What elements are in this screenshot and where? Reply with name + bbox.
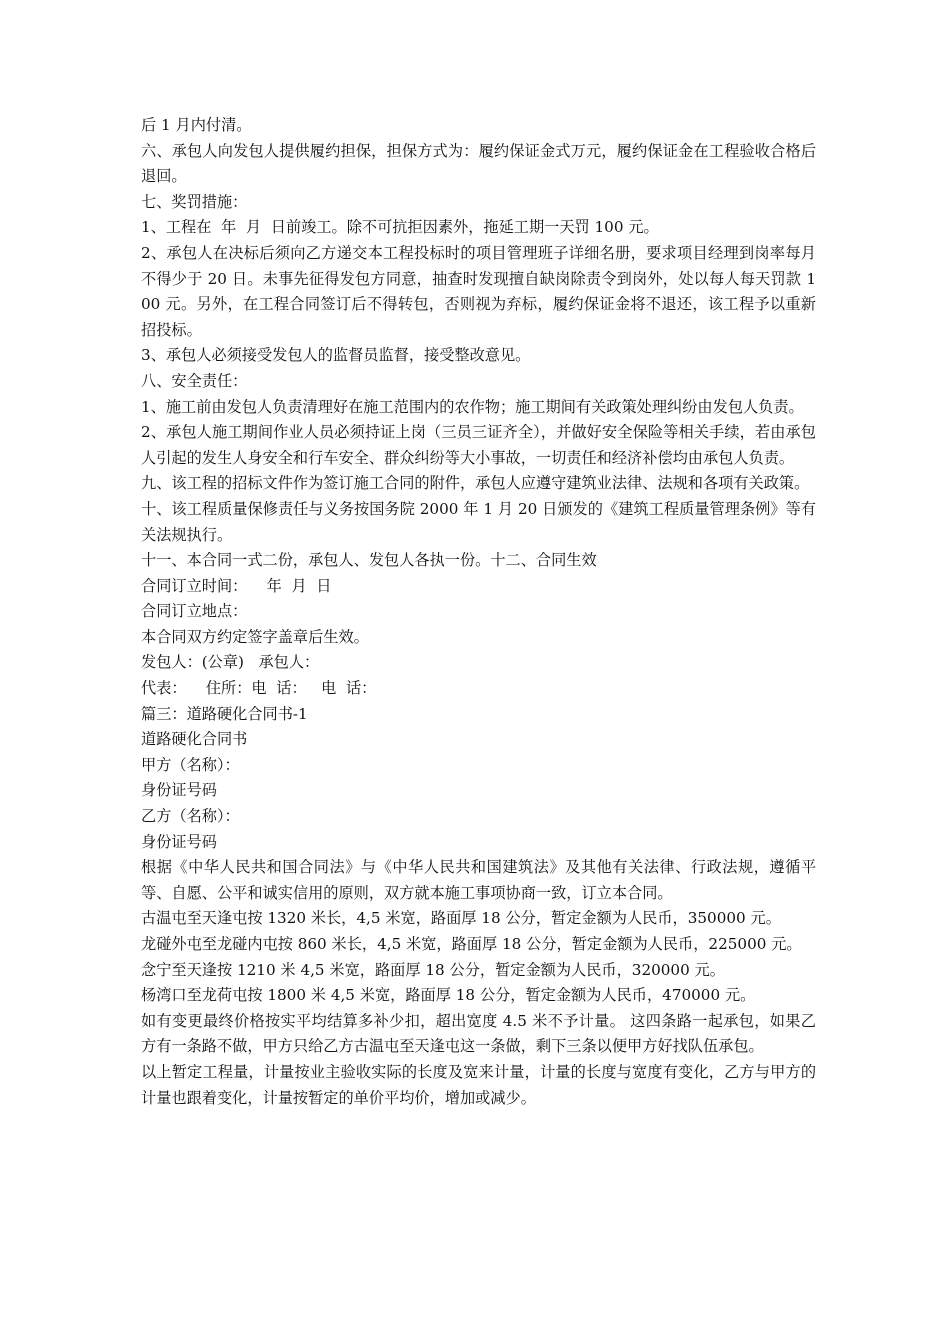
section-heading-part-three: 篇三：道路硬化合同书-1 xyxy=(141,704,308,723)
paragraph-signing-date: 合同订立时间： 年 月 日 xyxy=(141,576,332,595)
paragraph-payment-deadline: 后 1 月内付清。 xyxy=(141,116,252,134)
section-heading-rewards-penalties: 七、奖罚措施： xyxy=(141,192,248,211)
paragraph-measurement: 以上暂定工程量，计量按业主验收实际的长度及宽来计量，计量的长度与宽度有变化，乙方与甲方的计量也跟着变化，计量按暂定的单价平均价，增加或减少。 xyxy=(141,1062,816,1107)
paragraph-quality-warranty: 十、该工程质量保修责任与义务按国务院 2000 年 1 月 20 日颁发的《建筑工程质量管理条例》等有关法规执行。 xyxy=(141,499,816,544)
road-item-2: 龙碰外屯至龙碰内屯按 860 米长，4,5 米宽，路面厚 18 公分，暂定金额为人民币，225000 元。 xyxy=(141,935,802,953)
paragraph-performance-guarantee: 六、承包人向发包人提供履约担保，担保方式为：履约保证金式万元，履约保证金在工程验收合格后退回。 xyxy=(141,141,816,186)
paragraph-completion-deadline: 1、工程在 年 月 日前竣工。除不可抗拒因素外，拖延工期一天罚 100 元。 xyxy=(141,218,659,237)
party-b-id: 身份证号码 xyxy=(141,832,217,851)
paragraph-bidding-documents: 九、该工程的招标文件作为签订施工合同的附件，承包人应遵守建筑业法律、法规和各项有关政策。 xyxy=(141,474,810,493)
paragraph-project-team: 2、承包人在决标后须向乙方递交本工程投标时的项目管理班子详细名册，要求项目经理到岗率每月不得少于 20 日。未事先征得发包方同意，抽查时发现擅自缺岗除责令到岗外，处以每人每天罚款 100 元。另外，在工程合同签订后不得转包，否则视为弃标，履约保证金将不退还，该工程予以重新招投标。 xyxy=(141,243,816,339)
section-heading-safety: 八、安全责任： xyxy=(141,371,248,390)
paragraph-representatives: 代表： 住所：电 话： 电 话： xyxy=(141,679,377,698)
paragraph-copies-effect: 十一、本合同一式二份，承包人、发包人各执一份。十二、合同生效 xyxy=(141,551,597,570)
paragraph-signing-place: 合同订立地点： xyxy=(141,602,248,621)
paragraph-legal-basis: 根据《中华人民共和国合同法》与《中华人民共和国建筑法》及其他有关法律、行政法规，遵循平等、自愿、公平和诚实信用的原则，双方就本施工事项协商一致，订立本合同。 xyxy=(141,858,816,902)
road-item-4: 杨湾口至龙荷屯按 1800 米 4,5 米宽，路面厚 18 公分，暂定金额为人民币，470000 元。 xyxy=(141,986,756,1005)
party-b-name: 乙方（名称）： xyxy=(141,807,240,826)
paragraph-safety-liability: 2、承包人施工期间作业人员必须持证上岗（三员三证齐全），并做好安全保险等相关手续，若由承包人引起的发生人身安全和行车安全、群众纠纷等大小事故，一切责任和经济补偿均由承包人负责。 xyxy=(141,423,816,467)
paragraph-site-clearing: 1、施工前由发包人负责清理好在施工范围内的农作物；施工期间有关政策处理纠纷由发包人负责。 xyxy=(141,397,804,416)
contract-title: 道路硬化合同书 xyxy=(141,730,248,749)
party-a-name: 甲方（名称）： xyxy=(141,755,240,774)
paragraph-parties-seal: 发包人：(公章) 承包人： xyxy=(141,653,320,672)
paragraph-supervision: 3、承包人必须接受发包人的监督员监督，接受整改意见。 xyxy=(141,346,531,365)
paragraph-settlement: 如有变更最终价格按实平均结算多补少扣，超出宽度 4.5 米不予计量。 这四条路一起承包，如果乙方有一条路不做，甲方只给乙方古温屯至天逢屯这一条做，剩下三条以便甲方好找队伍承包。 xyxy=(141,1011,816,1056)
document-page xyxy=(141,113,816,1111)
party-a-id: 身份证号码 xyxy=(141,781,217,800)
road-item-1: 古温屯至天逢屯按 1320 米长，4,5 米宽，路面厚 18 公分，暂定金额为人民币，350000 元。 xyxy=(141,909,781,928)
road-item-3: 念宁至天逢按 1210 米 4,5 米宽，路面厚 18 公分，暂定金额为人民币，320000 元。 xyxy=(141,960,725,979)
paragraph-effective: 本合同双方约定签字盖章后生效。 xyxy=(141,627,369,646)
